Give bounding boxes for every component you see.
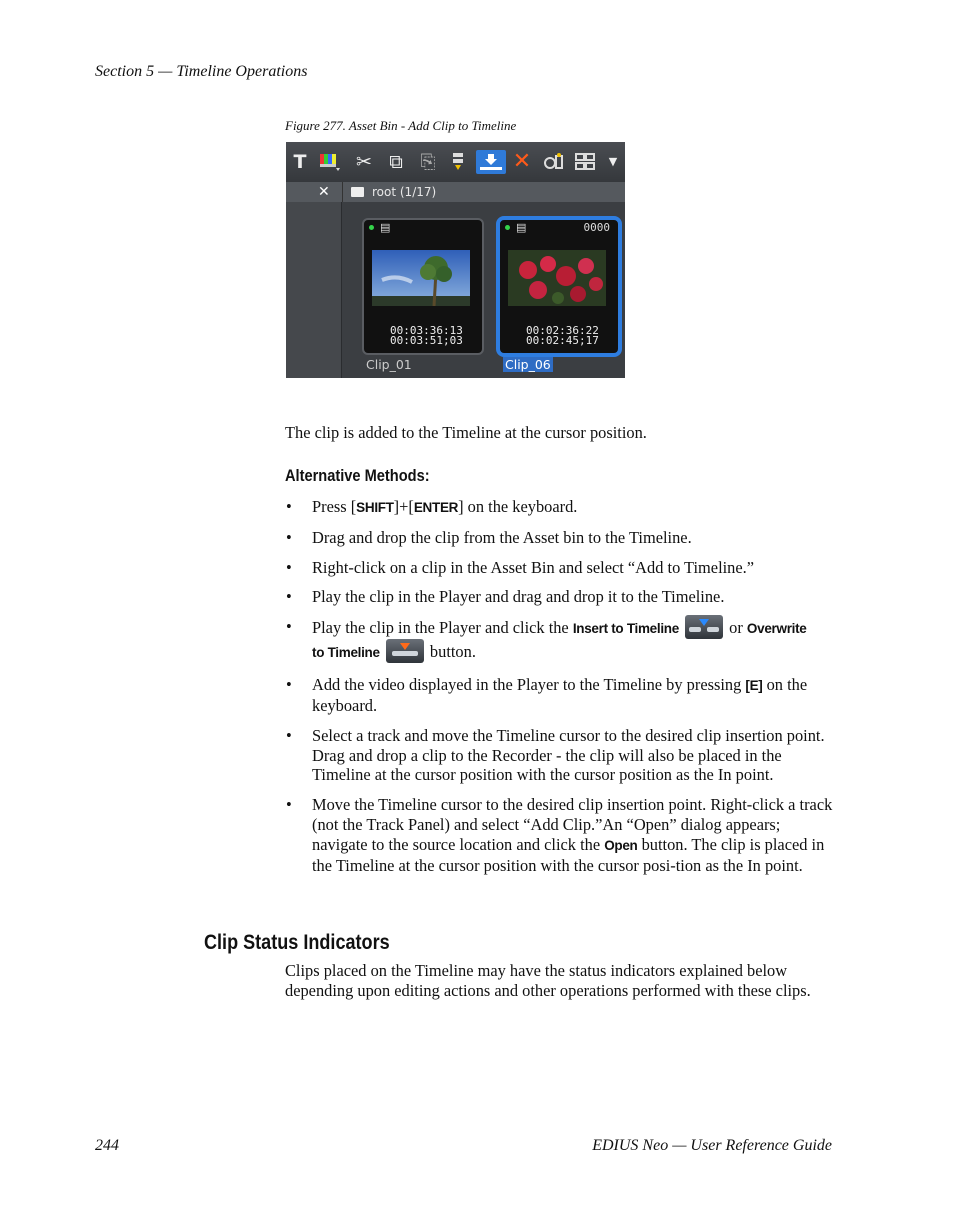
figure-caption: Figure 277. Asset Bin - Add Clip to Timeline [285, 118, 517, 133]
timecode-in: 00:02:36:22 [526, 324, 599, 337]
title-icon[interactable]: T [293, 151, 307, 173]
timecode-out: 00:02:45;17 [526, 334, 599, 347]
path-label: root (1/17) [372, 185, 437, 199]
asset-bin-toolbar [286, 142, 625, 182]
insert-to-timeline-icon [685, 615, 723, 639]
running-header: Section 5 — Timeline Operations [95, 63, 308, 80]
running-footer: EDIUS Neo — User Reference Guide [592, 1137, 832, 1154]
asset-bin-screenshot [286, 142, 625, 378]
timecode-out: 00:03:51;03 [390, 334, 463, 347]
intro-paragraph: The clip is added to the Timeline at the cursor position. [285, 423, 647, 442]
close-icon[interactable]: ✕ [318, 184, 330, 200]
chevron-down-icon[interactable]: ▼ [608, 155, 618, 168]
list-item: • Right-click on a clip in the Asset Bin and select “Add to Timeline.” [285, 558, 833, 578]
list-item: • Select a track and move the Timeline cursor to the desired clip insertion point. Drag and drop a clip to the Recorder - the clip will also be placed in the Timeline at the cursor position with the cursor position as the In point. [285, 726, 833, 785]
page-number: 244 [95, 1137, 119, 1154]
clip-name[interactable]: Clip_06 [505, 357, 551, 372]
timecode-in: 00:03:36:13 [390, 324, 463, 337]
film-icon: ▤ [380, 221, 391, 234]
copy-icon[interactable]: ⧉ [389, 151, 403, 173]
clip-number: 0000 [583, 221, 610, 234]
list-item: • Play the clip in the Player and drag and drop it to the Timeline. [285, 587, 833, 607]
list-item: • Press [SHIFT]+[ENTER] on the keyboard. [285, 497, 833, 518]
list-item: • Play the clip in the Player and click the Insert to Timeline or Overwrite to Timeline button. [285, 617, 833, 665]
add-to-timeline-icon[interactable] [476, 150, 506, 174]
properties-icon[interactable] [542, 150, 566, 174]
clip-thumbnail-image [508, 250, 606, 306]
clip-name[interactable]: Clip_01 [366, 357, 412, 372]
path-bar [286, 182, 625, 202]
delete-icon[interactable]: ✕ [512, 149, 532, 174]
clip-thumbnail[interactable] [362, 218, 484, 355]
overwrite-to-timeline-icon [386, 639, 424, 663]
cut-icon[interactable]: ✂ [356, 151, 372, 173]
section-paragraph: Clips placed on the Timeline may have the status indicators explained below depending upon editing actions and other operations performed with these clips. [285, 961, 811, 1000]
methods-list [285, 497, 833, 885]
folder-icon [351, 187, 364, 197]
view-icon[interactable] [574, 150, 598, 174]
subheading: Alternative Methods: [285, 466, 430, 485]
list-item: • Move the Timeline cursor to the desired clip insertion point. Right-click a track (not the Track Panel) and select “Add Clip.”An “Open” dialog appears; navigate to the source location and click the Open button. The clip is placed in the Timeline at the cursor position with the cursor posi-tion as the In point. [285, 795, 833, 875]
insert-to-player-icon[interactable] [446, 150, 470, 174]
color-bars-icon[interactable] [318, 150, 342, 174]
clip-thumbnail-selected[interactable] [498, 218, 620, 355]
paste-icon[interactable]: ⎘ [420, 151, 436, 173]
list-item: • Drag and drop the clip from the Asset bin to the Timeline. [285, 528, 833, 548]
online-indicator [369, 225, 374, 230]
folder-tree-pane [286, 202, 342, 378]
section-heading: Clip Status Indicators [204, 931, 390, 954]
online-indicator [505, 225, 510, 230]
clip-thumbnail-image [372, 250, 470, 306]
film-icon: ▤ [516, 221, 527, 234]
list-item: • Add the video displayed in the Player to the Timeline by pressing [E] on the keyboard. [285, 675, 833, 716]
